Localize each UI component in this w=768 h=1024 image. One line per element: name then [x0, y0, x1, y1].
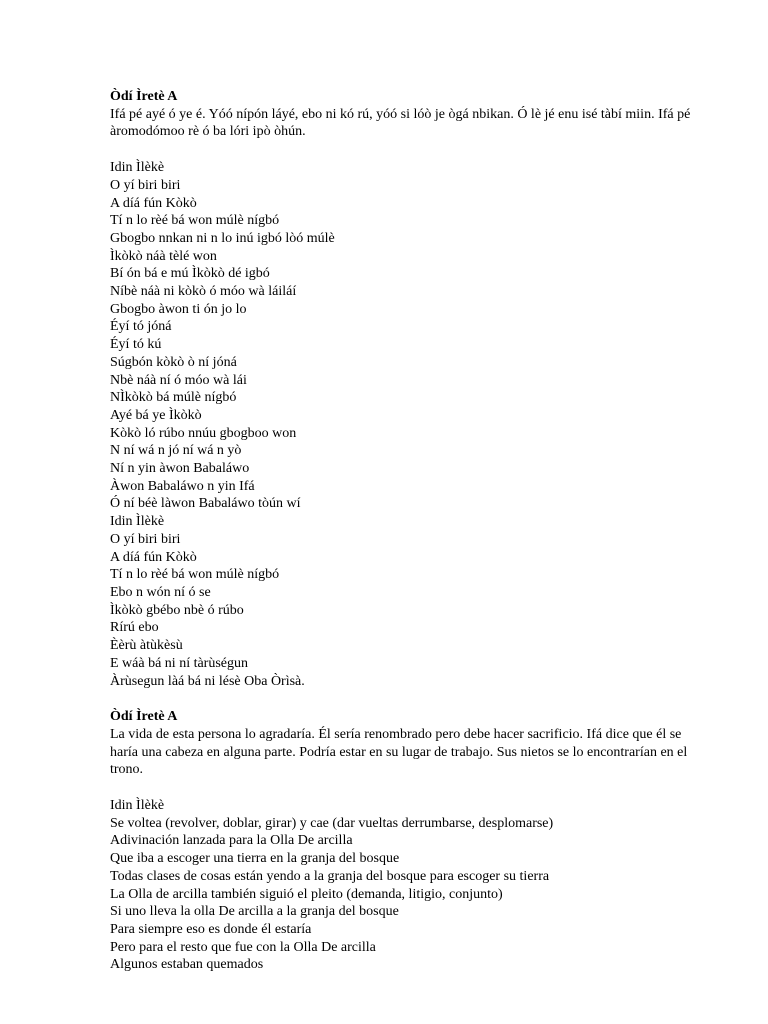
verse-line: Àrùsegun làá bá ni lésè Oba Òrìsà. [110, 673, 305, 689]
verse-line: E wáà bá ni ní tàrùségun [110, 655, 249, 671]
verse-line: Ebo n wón ní ó se [110, 584, 211, 600]
verse-line: Algunos estaban quemados [110, 957, 264, 973]
verse-line: Pero para el resto que fue con la Olla De arcilla [110, 939, 376, 955]
verse-line: O yí biri biri [110, 177, 181, 193]
verse-line: Idin Ìlèkè [110, 798, 165, 814]
verse-line: Idin Ìlèkè [110, 160, 165, 176]
verse-line: Se voltea (revolver, doblar, girar) y cae (dar vueltas derrumbarse, desplomarse) [110, 815, 554, 831]
verse-line: Ayé bá ye Ìkòkò [110, 407, 202, 423]
verse-line: O yí biri biri [110, 531, 181, 547]
verse-line: N ní wá n jó ní wá n yò [110, 443, 242, 459]
section-paragraph: Ifá pé ayé ó ye é. Yóó nípón láyé, ebo ni kó rú, yóó si lóò je ògá nbikan. Ó lè jé enu isé tàbí miin. Ifá pé àromodómoo rè ó ba lóri ipò òhún. [110, 106, 691, 140]
verse-line: Gbogbo nnkan ni n lo inú igbó lòó múlè [110, 230, 335, 246]
verse-line: Ó ní béè làwon Babaláwo tòún wí [110, 496, 301, 512]
section-paragraph: La vida de esta persona lo agradaría. Él sería renombrado pero debe hacer sacrificio. Ifá dice que él se haría una cabeza en alguna parte. Podría estar en su lugar de trabajo. Sus nietos se lo encontrarían en el trono. [110, 726, 688, 778]
verse-line: Para siempre eso es donde él estaría [110, 921, 312, 937]
verse-line: A díá fún Kòkò [110, 195, 197, 211]
verse-line: Adivinación lanzada para la Olla De arcilla [110, 833, 353, 849]
verse-line: Si uno lleva la olla De arcilla a la granja del bosque [110, 904, 399, 920]
verse-line: Nbè náà ní ó móo wà lái [110, 372, 247, 388]
verse-line: Todas clases de cosas están yendo a la granja del bosque para escoger su tierra [110, 868, 550, 884]
verse-lines [110, 797, 708, 974]
verse-line: Tí n lo rèé bá won múlè nígbó [110, 213, 280, 229]
verse-line: Que iba a escoger una tierra en la granja del bosque [110, 851, 400, 867]
verse-lines [110, 159, 708, 690]
verse-section [110, 708, 708, 974]
verse-line: Rírú ebo [110, 620, 159, 636]
verse-line: Tí n lo rèé bá won múlè nígbó [110, 567, 280, 583]
verse-section [110, 88, 708, 690]
verse-line: A díá fún Kòkò [110, 549, 197, 565]
verse-line: Súgbón kòkò ò ní jóná [110, 354, 237, 370]
section-title: Òdí Ìretè A [110, 709, 178, 725]
verse-line: NÌkòkò bá múlè nígbó [110, 390, 237, 406]
verse-line: Éyí tó kú [110, 337, 162, 353]
verse-line: Éyí tó jóná [110, 319, 172, 335]
verse-line: Ìkòkò gbébo nbè ó rúbo [110, 602, 244, 618]
verse-line: Idin Ìlèkè [110, 514, 165, 530]
verse-line: Ní n yin àwon Babaláwo [110, 461, 250, 477]
section-title: Òdí Ìretè A [110, 89, 178, 104]
verse-line: Níbè náà ni kòkò ó móo wà láiláí [110, 284, 297, 300]
verse-line: La Olla de arcilla también siguió el pleito (demanda, litigio, conjunto) [110, 886, 503, 902]
verse-line: Ìkòkò náà tèlé won [110, 248, 217, 264]
verse-line: Èèrù àtùkèsù [110, 638, 183, 654]
verse-line: Àwon Babaláwo n yin Ifá [110, 478, 255, 494]
verse-line: Kòkò ló rúbo nnúu gbogboo won [110, 425, 297, 441]
verse-line: Bí ón bá e mú Ìkòkò dé igbó [110, 266, 270, 282]
verse-line: Gbogbo àwon ti ón jo lo [110, 301, 247, 317]
document-body [110, 88, 708, 974]
